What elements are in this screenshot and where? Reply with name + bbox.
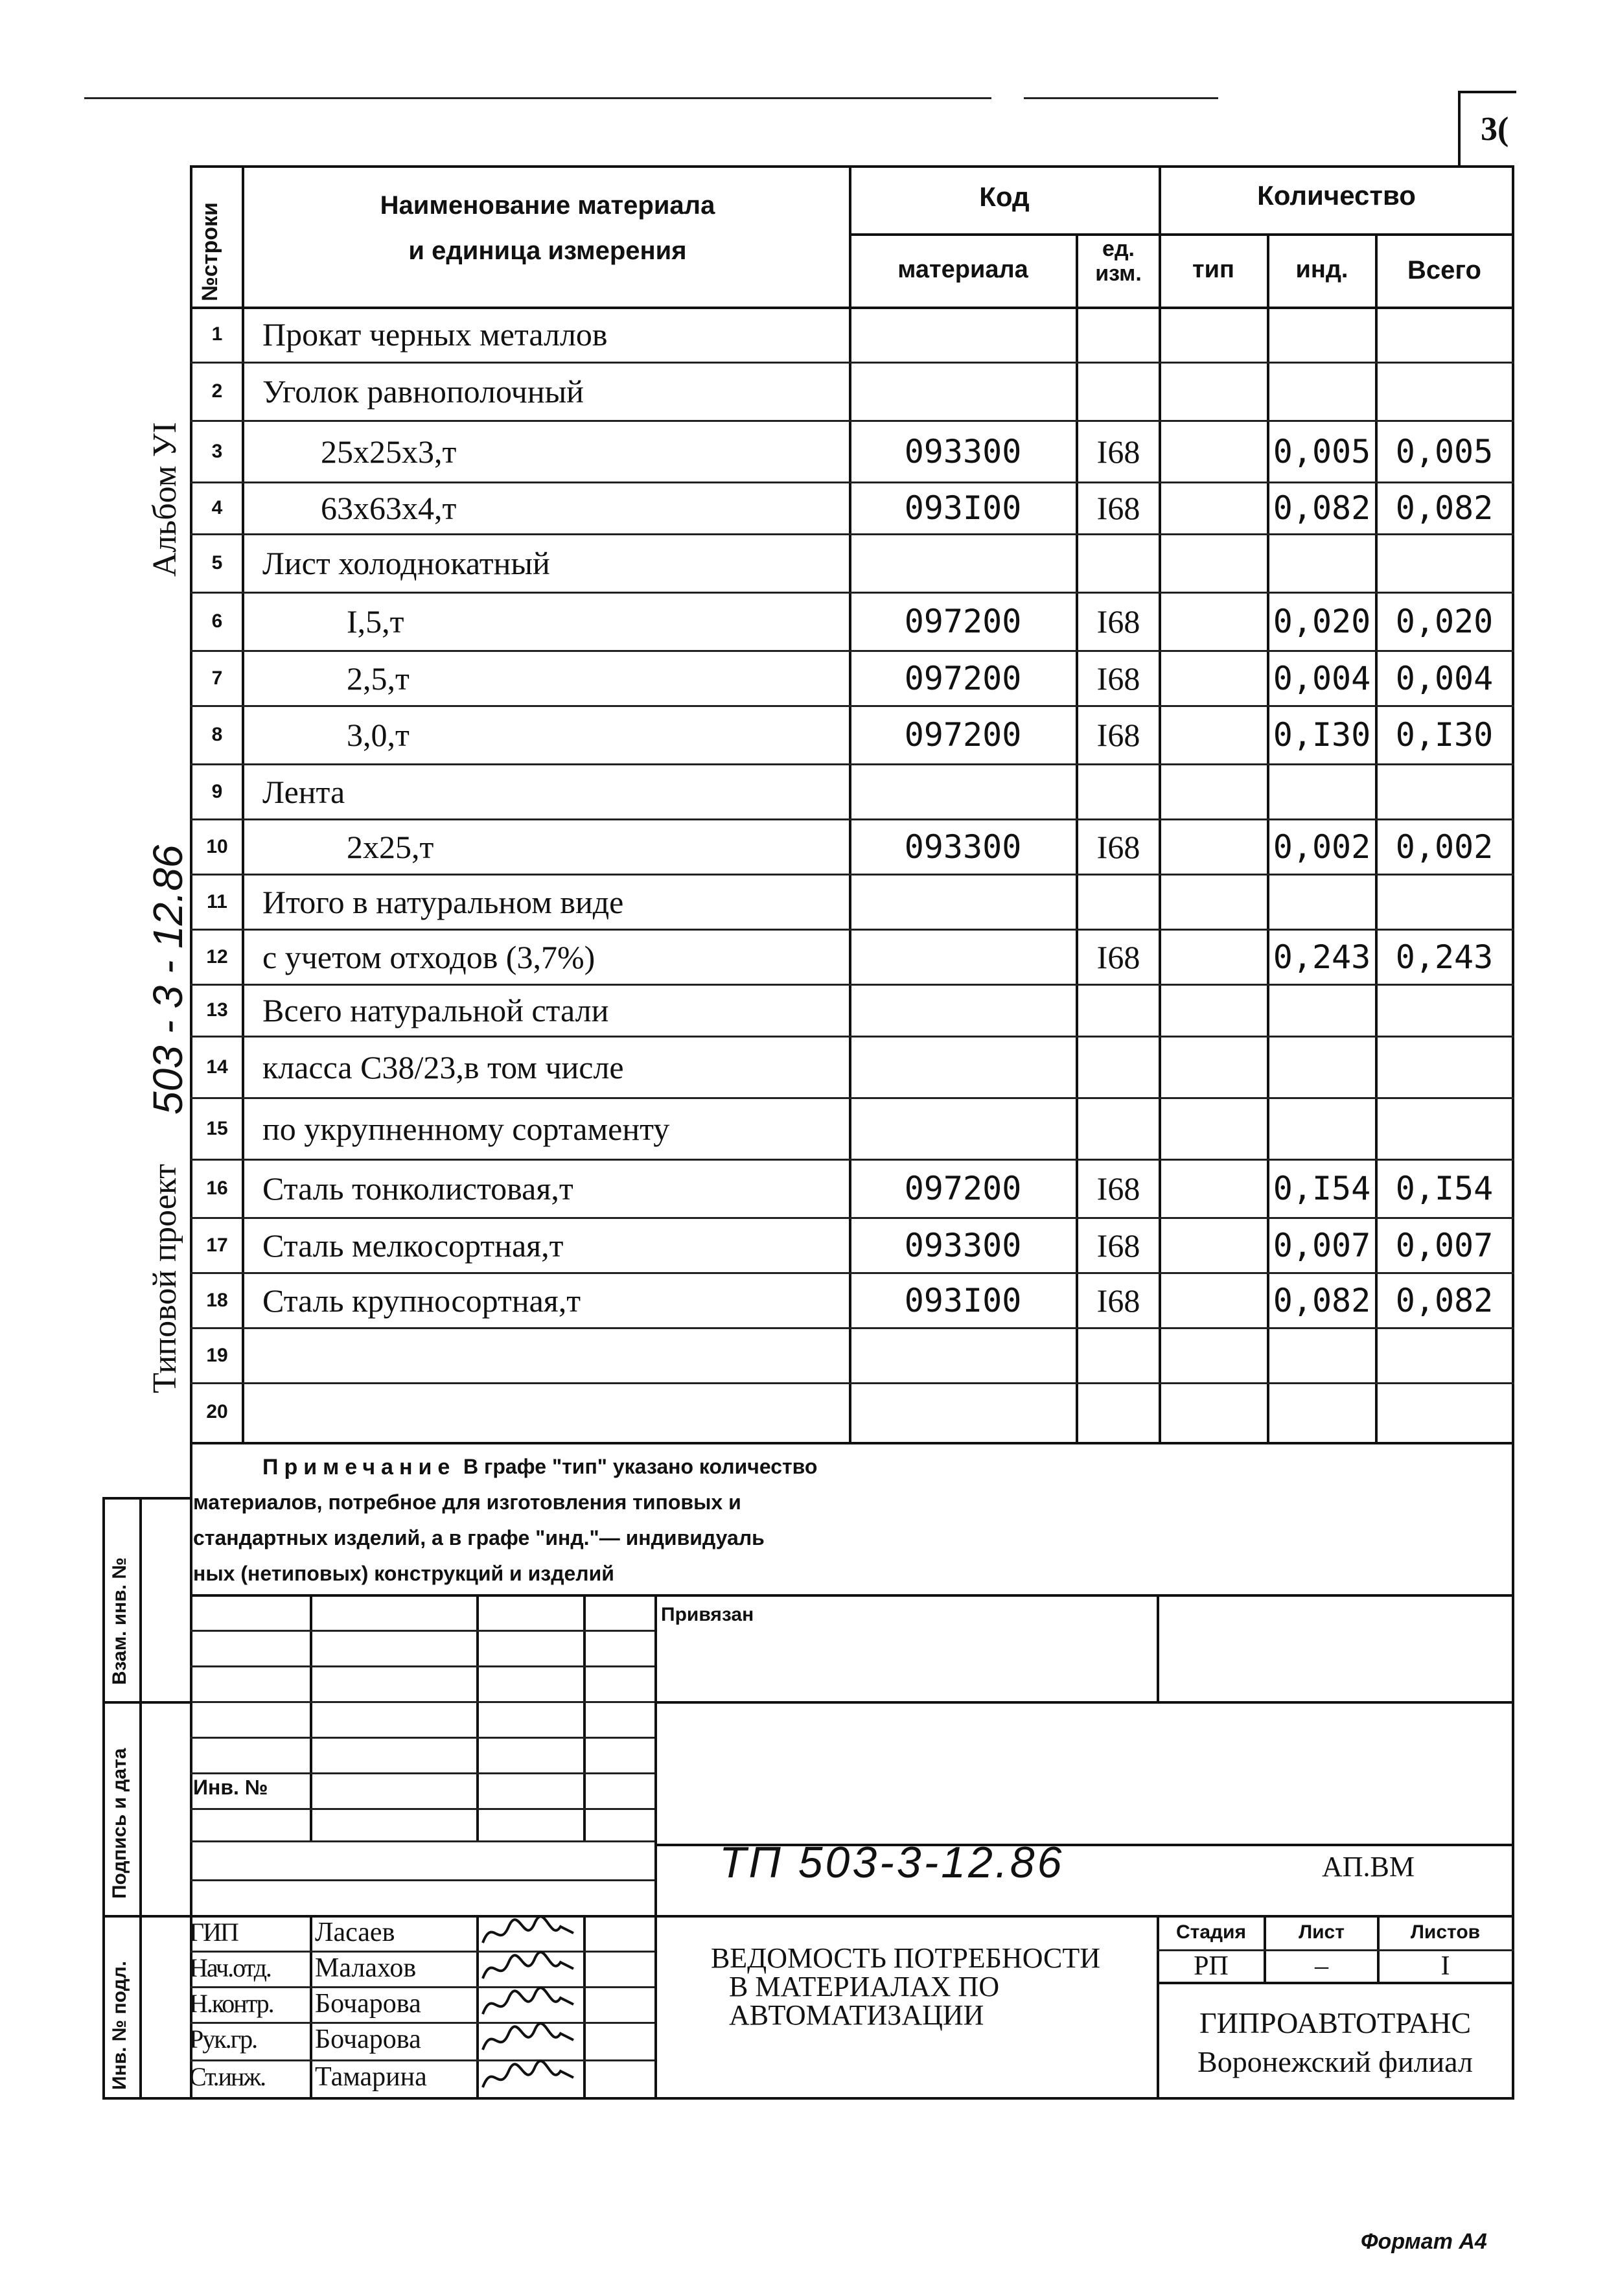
stage-label: Стадия (1175, 1921, 1247, 1943)
people-h3 (190, 2022, 654, 2024)
cell-unit: I68 (1096, 490, 1140, 526)
cell-name: Сталь тонколистовая,т (262, 1170, 573, 1207)
cell-ind: 0,I30 (1273, 716, 1371, 754)
cell-code: 097200 (904, 716, 1022, 754)
vzam-inv-label: Взам. инв. № (109, 1557, 130, 1685)
sheets-label: Листов (1410, 1921, 1481, 1943)
cell-no: 13 (206, 999, 228, 1021)
signature-scribble (480, 1949, 577, 1988)
col-code: Код (979, 181, 1030, 212)
cell-code: 093I00 (904, 1281, 1022, 1319)
cell-total: 0,002 (1395, 828, 1494, 866)
format-label: Формат А4 (1361, 2229, 1487, 2254)
note-line2: материалов, потребное для изготовления типовых и (193, 1490, 741, 1514)
row-divider (190, 1097, 1514, 1099)
col-line-4 (1159, 165, 1161, 1442)
row-divider (190, 1159, 1514, 1161)
document-mark: АП.ВМ (1322, 1851, 1415, 1883)
row-divider (190, 362, 1514, 364)
cell-unit: I68 (1096, 433, 1140, 470)
row-divider (190, 1036, 1514, 1038)
stamp-vline-privyazan (1157, 1594, 1159, 1701)
row-divider (190, 1327, 1514, 1329)
cell-no: 11 (207, 890, 227, 912)
project-label: Типовой проект (146, 1164, 183, 1393)
col-line-1 (242, 165, 244, 1442)
cell-unit: I68 (1096, 603, 1140, 640)
cell-ind: 0,002 (1273, 828, 1371, 866)
margin-strip-left (102, 1497, 105, 2100)
podpis-data-label: Подпись и дата (109, 1748, 130, 1899)
cell-no: 8 (211, 724, 223, 745)
person-role: Ст.инж. (189, 2062, 266, 2091)
document-title (654, 1944, 1157, 2030)
row-divider (190, 874, 1514, 875)
stamp-grid-h4 (190, 1737, 654, 1739)
inv-no-label: Инв. № (193, 1776, 268, 1799)
cell-ind: 0,I54 (1273, 1170, 1371, 1207)
cell-ind: 0,004 (1273, 659, 1371, 697)
cell-unit: I68 (1096, 1170, 1140, 1207)
person-name: Тамарина (315, 2062, 427, 2092)
cell-no: 1 (211, 323, 223, 345)
cell-name: Итого в натуральном виде (262, 883, 624, 920)
row-divider (190, 420, 1514, 422)
col-code-material: материала (897, 256, 1028, 283)
note-line1: В графе "тип" указано количество (463, 1455, 818, 1478)
cell-name: 2х25,т (347, 828, 434, 865)
col-qty: Количество (1257, 180, 1416, 211)
col-qty-ind: инд. (1295, 256, 1348, 283)
cell-total: 0,243 (1395, 938, 1494, 976)
sheet-label: Лист (1299, 1921, 1345, 1943)
sheets-value: I (1440, 1951, 1450, 1981)
cell-unit: I68 (1096, 717, 1140, 753)
cell-total: 0,082 (1395, 1281, 1494, 1319)
top-rule-2 (1024, 97, 1218, 99)
sheet-box-top (1458, 91, 1516, 93)
cell-no: 6 (211, 610, 223, 632)
signature-scribble (480, 2058, 577, 2097)
cell-code: 097200 (904, 603, 1022, 640)
designation: ТП 503-3-12.86 (719, 1838, 1065, 1887)
cell-name: Прокат черных металлов (262, 316, 608, 353)
people-vline-1 (310, 1915, 312, 2097)
cell-total: 0,007 (1395, 1226, 1494, 1264)
header-mid-line (849, 233, 1513, 236)
project-code: 503 - 3 - 12.86 (145, 844, 191, 1115)
col-row-no: №строки (198, 202, 222, 301)
title-line2: В МАТЕРИАЛАХ ПО (729, 1971, 1000, 2002)
row-divider (190, 763, 1514, 765)
cell-no: 17 (206, 1234, 228, 1256)
cell-no: 10 (206, 835, 228, 857)
row-divider (190, 1382, 1514, 1384)
people-vline-3 (583, 1915, 586, 2097)
cell-no: 5 (211, 552, 223, 574)
sheet-value: – (1315, 1951, 1328, 1981)
cell-ind: 0,005 (1273, 432, 1371, 470)
cell-total: 0,082 (1395, 489, 1494, 527)
cell-name: Уголок равнополочный (262, 373, 584, 410)
person-role: Рук.гр. (189, 2024, 257, 2054)
person-name: Ласаев (315, 1918, 395, 1947)
frame-right (1512, 165, 1514, 2100)
row-divider (190, 592, 1514, 594)
inv-podl-label: Инв. № подл. (109, 1960, 130, 2090)
cell-no: 9 (211, 780, 223, 802)
cell-no: 2 (211, 380, 223, 402)
cell-no: 4 (211, 497, 223, 518)
row-divider (190, 705, 1514, 707)
col-code-unit: ед. изм. (1095, 237, 1142, 286)
margin-strip-top (102, 1497, 192, 1500)
stage-h2 (1157, 1982, 1514, 1984)
cell-no: 19 (206, 1344, 228, 1366)
stamp-grid-h2 (190, 1665, 654, 1667)
stamp-top-line (190, 1594, 1514, 1597)
stage-value: РП (1194, 1951, 1229, 1981)
row-divider (190, 818, 1514, 820)
signature-scribble (480, 2021, 577, 2059)
cell-code: 097200 (904, 659, 1022, 697)
cell-code: 093300 (904, 828, 1022, 866)
cell-no: 7 (211, 667, 223, 689)
note-top-line (190, 1442, 1514, 1444)
cell-name: по укрупненному сортаменту (262, 1110, 670, 1147)
cell-name: Сталь мелкосортная,т (262, 1227, 564, 1264)
row-divider (190, 481, 1514, 483)
row-divider (190, 984, 1514, 986)
cell-ind: 0,243 (1273, 938, 1371, 976)
title-line3: АВТОМАТИЗАЦИИ (729, 1999, 984, 2031)
cell-name: с учетом отходов (3,7%) (262, 938, 595, 975)
row-divider (190, 1217, 1514, 1219)
stamp-grid-h3 (190, 1701, 654, 1703)
cell-unit: I68 (1096, 660, 1140, 697)
cell-name: Лента (262, 773, 345, 810)
org-line2: Воронежский филиал (1197, 2045, 1473, 2078)
cell-name: 2,5,т (347, 660, 410, 697)
person-role: Нач.отд. (189, 1953, 271, 1982)
note-line3: стандартных изделий, а в графе "инд."— индивидуаль (193, 1526, 765, 1549)
title-line1: ВЕДОМОСТЬ ПОТРЕБНОСТИ (710, 1942, 1101, 1974)
cell-unit: I68 (1096, 938, 1140, 975)
cell-no: 14 (206, 1056, 228, 1078)
stamp-grid-h7 (190, 1840, 654, 1842)
col-qty-total: Всего (1407, 256, 1481, 284)
cell-no: 16 (206, 1177, 228, 1199)
cell-no: 12 (206, 945, 228, 968)
cell-code: 093I00 (904, 489, 1022, 527)
person-name: Бочарова (315, 1989, 421, 2019)
people-vline-2 (476, 1915, 479, 2097)
cell-name: 63х63х4,т (321, 490, 457, 526)
cell-code: 093300 (904, 432, 1022, 470)
top-rule (84, 97, 991, 99)
sheet-box-left (1458, 91, 1461, 165)
margin-strip-h1 (102, 1701, 192, 1704)
cell-ind: 0,082 (1273, 489, 1371, 527)
frame-bottom (190, 2097, 1514, 2100)
stamp-grid-h6 (190, 1808, 654, 1810)
cell-ind: 0,020 (1273, 603, 1371, 640)
row-divider (190, 650, 1514, 652)
row-divider (190, 929, 1514, 931)
org-line1: ГИПРОАВТОТРАНС (1199, 2006, 1472, 2039)
cell-name: Всего натуральной стали (262, 992, 609, 1028)
cell-total: 0,004 (1395, 659, 1494, 697)
cell-no: 20 (206, 1401, 228, 1422)
cell-no: 3 (211, 440, 223, 462)
cell-total: 0,I30 (1395, 716, 1494, 754)
cell-ind: 0,007 (1273, 1226, 1371, 1264)
person-name: Бочарова (315, 2024, 421, 2054)
note-line4: ных (нетиповых) конструкций и изделий (193, 1562, 614, 1585)
cell-unit: I68 (1096, 1227, 1140, 1264)
header-bottom-line (190, 307, 1514, 309)
cell-code: 093300 (904, 1226, 1022, 1264)
margin-strip-h2 (102, 1915, 192, 1918)
note-label: Примечание (262, 1455, 456, 1479)
stamp-privyazan-bottom (654, 1701, 1514, 1704)
col-name-line1: Наименование материала (380, 191, 715, 220)
col-name-line2: и единица измерения (408, 237, 687, 265)
cell-no: 15 (206, 1117, 228, 1139)
cell-name: 3,0,т (347, 717, 410, 753)
cell-total: 0,020 (1395, 603, 1494, 640)
privyazan-label: Привязан (661, 1604, 754, 1625)
col-qty-type: тип (1192, 256, 1234, 283)
signature-scribble (480, 1914, 577, 1953)
sheet-number: 3( (1481, 111, 1509, 148)
row-divider (190, 1272, 1514, 1274)
stamp-grid-h8 (190, 1879, 654, 1881)
stamp-grid-h1 (190, 1630, 654, 1632)
cell-name: класса С38/23,в том числе (262, 1049, 624, 1085)
cell-no: 18 (206, 1289, 228, 1311)
frame-top (190, 165, 1514, 168)
cell-name: I,5,т (347, 603, 404, 640)
row-divider (190, 533, 1514, 535)
margin-strip-bottom (102, 2097, 192, 2100)
cell-unit: I68 (1096, 1282, 1140, 1319)
album-label: Альбом УI (146, 422, 183, 577)
cell-total: 0,005 (1395, 432, 1494, 470)
cell-name: Сталь крупносортная,т (262, 1282, 581, 1319)
signature-scribble (480, 1985, 577, 2024)
cell-total: 0,I54 (1395, 1170, 1494, 1207)
person-name: Малахов (315, 1953, 417, 1983)
cell-name: Лист холоднокатный (262, 545, 550, 581)
margin-strip-mid (139, 1497, 142, 2100)
person-role: Н.контр. (189, 1989, 273, 2018)
cell-unit: I68 (1096, 828, 1140, 865)
cell-ind: 0,082 (1273, 1281, 1371, 1319)
cell-name: 25х25х3,т (321, 433, 457, 470)
person-role: ГИП (189, 1918, 238, 1947)
stamp-grid-h5 (190, 1772, 654, 1774)
cell-code: 097200 (904, 1170, 1022, 1207)
